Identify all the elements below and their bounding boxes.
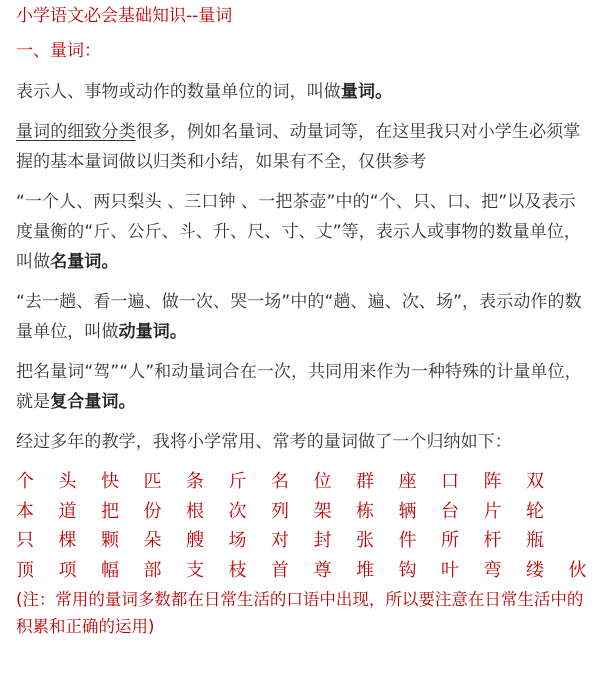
measure-word: 双 <box>526 471 544 492</box>
measure-word: 张 <box>356 530 374 551</box>
bold-term: 量词。 <box>340 82 393 102</box>
measure-word: 艘 <box>186 530 204 551</box>
measure-word: 支 <box>186 559 204 581</box>
measure-word: 瓶 <box>526 530 544 551</box>
measure-word: 顶 <box>16 559 34 581</box>
measure-word: 座 <box>398 471 417 492</box>
measure-word: 钩 <box>398 559 417 581</box>
measure-word: 只 <box>16 530 34 551</box>
measure-word: 栋 <box>356 500 374 522</box>
paragraph-noun-measure <box>16 187 591 277</box>
measure-word: 颗 <box>101 530 119 551</box>
measure-word: 个 <box>16 471 34 492</box>
measure-word: 位 <box>313 471 332 492</box>
measure-word: 把 <box>101 500 119 522</box>
paragraph-classification <box>16 117 591 177</box>
paragraph-text: 很多，例如名量词、动量词等，在这里我只对小学生必须掌握的基本量词做以归类和小结，如果有不全，仅供参考 <box>16 122 581 172</box>
measure-word: 尊 <box>313 559 332 581</box>
measure-word: 份 <box>143 500 162 522</box>
measure-word: 封 <box>313 530 332 551</box>
measure-word: 叶 <box>441 559 459 581</box>
measure-word-grid <box>16 467 591 585</box>
measure-word: 伙 <box>568 559 587 581</box>
paragraph-definition <box>16 77 591 107</box>
paragraph-text: “一个人、两只梨头 、三口钟 、一把茶壶”中的“个、只、口、把”以及表示度量衡的“斤、公斤、斗、升、尺、寸、丈”等，表示人或事物的数量单位，叫做 <box>16 192 582 272</box>
measure-word: 群 <box>356 471 374 492</box>
paragraph-summary: 经过多年的教学，我将小学常用、常考的量词做了一个归纳如下： <box>16 432 512 452</box>
page-title: 小学语文必会基础知识--量词 <box>16 6 233 26</box>
measure-word: 名 <box>271 471 289 492</box>
measure-word: 幅 <box>101 559 119 581</box>
measure-word: 对 <box>271 530 289 551</box>
measure-word: 缕 <box>526 559 544 581</box>
measure-word: 斤 <box>228 471 247 492</box>
bold-term: 动量词。 <box>118 322 188 342</box>
measure-word: 根 <box>186 500 204 522</box>
measure-word: 所 <box>441 530 459 551</box>
measure-word: 场 <box>228 530 247 551</box>
paragraph-verb-measure <box>16 287 591 347</box>
measure-word <box>569 467 605 497</box>
measure-word: 头 <box>58 471 77 492</box>
measure-word <box>569 497 605 527</box>
measure-word <box>569 526 605 556</box>
bold-term: 复合量词。 <box>50 392 136 412</box>
paragraph-text: 把名量词“驾”“人”和动量词合在一次，共同用来作为一种特殊的计量单位，就是 <box>16 362 582 412</box>
measure-word: 朵 <box>143 530 162 551</box>
measure-word: 杆 <box>483 530 502 551</box>
measure-word: 列 <box>271 500 289 522</box>
measure-word: 棵 <box>58 530 77 551</box>
measure-word: 首 <box>271 559 289 581</box>
paragraph-text: 表示人、事物或动作的数量单位的词，叫做 <box>16 82 341 102</box>
measure-word: 辆 <box>398 500 417 522</box>
measure-word: 快 <box>101 471 119 492</box>
measure-word: 枝 <box>228 559 247 581</box>
measure-word: 片 <box>483 500 502 522</box>
section-heading: 一、量词： <box>16 41 101 61</box>
measure-word: 本 <box>16 500 34 522</box>
measure-word: 项 <box>58 559 77 581</box>
measure-word: 架 <box>313 500 332 522</box>
measure-word: 件 <box>398 530 417 551</box>
underlined-phrase: 量词的细致分类 <box>16 122 136 142</box>
measure-word: 匹 <box>143 471 162 492</box>
measure-word: 条 <box>186 471 204 492</box>
measure-word: 口 <box>441 471 459 492</box>
note: (注：常用的量词多数都在日常生活的口语中出现，所以要注意在日常生活中的积累和正确的运用) <box>16 590 584 636</box>
measure-word: 阵 <box>483 471 502 492</box>
paragraph-text: “去一趟、看一遍、做一次、哭一场”中的“趟、遍、次、场”，表示动作的数量单位，叫做 <box>16 292 582 342</box>
bold-term: 名量词。 <box>50 252 119 272</box>
measure-word: 弯 <box>483 559 502 581</box>
measure-word: 道 <box>58 500 77 522</box>
paragraph-compound-measure <box>16 357 591 417</box>
measure-word: 部 <box>143 559 162 581</box>
measure-word: 堆 <box>356 559 374 581</box>
measure-word: 次 <box>228 500 247 522</box>
measure-word: 台 <box>441 500 459 522</box>
measure-word: 轮 <box>526 500 544 522</box>
